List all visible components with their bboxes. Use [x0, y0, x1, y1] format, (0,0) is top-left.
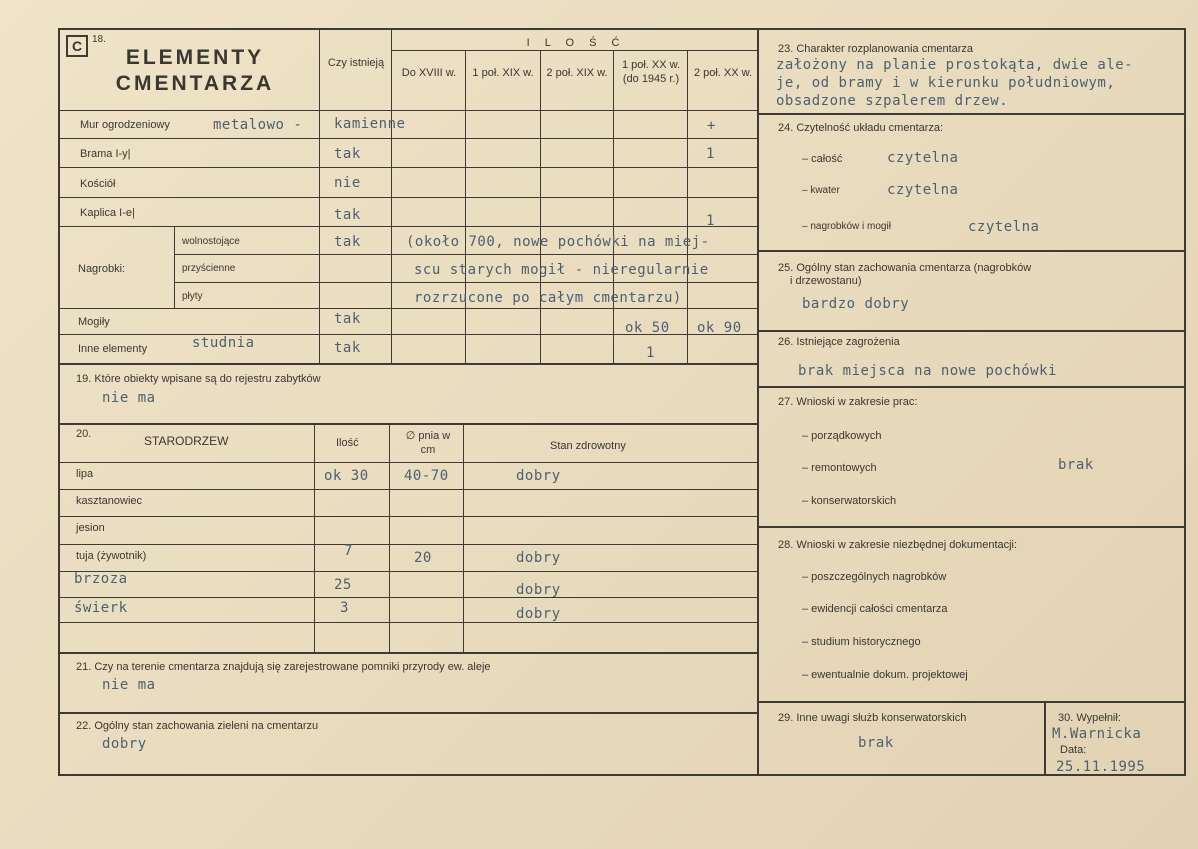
wall-material: metalowo - [213, 117, 303, 133]
q27-item-2: – remontowych [802, 462, 877, 474]
tree-name-swierk: świerk [74, 600, 128, 616]
q28-label: 28. Wnioski w zakresie niezbędnej dokumentacji: [778, 539, 1018, 551]
q21-label: 21. Czy na terenie cmentarza znajdują się zarejestrowane pomniki przyrody ew. aleje [76, 661, 491, 673]
section-number: 18. [92, 34, 106, 45]
q24-calosc-value: czytelna [887, 150, 959, 166]
q28-item-4: – ewentualnie dokum. projektowej [802, 669, 968, 681]
period-header-1: Do XVIII w. [401, 67, 457, 79]
row-label-church: Kościół [80, 178, 116, 190]
graves-1pol-xx: ok 50 [625, 320, 670, 336]
section-letter-box: C [66, 35, 88, 57]
q24-kwater-value: czytelna [887, 182, 959, 198]
q24-calosc: – całość [802, 153, 843, 165]
q27-label: 27. Wnioski w zakresie prac: [778, 396, 918, 408]
q26-answer: brak miejsca na nowe pochówki [798, 363, 1057, 379]
row-label-other: Inne elementy [78, 343, 148, 355]
quantity-header: I L O Ś Ć [526, 37, 626, 49]
q28-item-2: – ewidencji całości cmentarza [802, 603, 948, 615]
q27-item-1: – porządkowych [802, 430, 882, 442]
tree-name-lipa: lipa [76, 468, 94, 480]
count-header: Ilość [336, 437, 359, 449]
old-trees-header: STARODRZEW [144, 434, 229, 448]
tree-name-tuja: tuja (żywotnik) [76, 550, 147, 562]
q26-label: 26. Istniejące zagrożenia [778, 336, 900, 348]
q23-answer-1: założony na planie prostokąta, dwie ale- [776, 57, 1134, 73]
q30-date: 25.11.1995 [1056, 759, 1146, 775]
q28-item-1: – poszczególnych nagrobków [802, 571, 947, 583]
tree-diameter-tuja: 20 [414, 550, 432, 566]
tree-diameter-lipa: 40-70 [404, 468, 449, 484]
gate-2pol-xx: 1 [706, 146, 715, 162]
tombstones-freestanding: wolnostojące [182, 236, 240, 247]
q30-label: 30. Wypełnił: [1058, 712, 1121, 724]
chapel-exists: tak [334, 207, 361, 223]
row-label-wall: Mur ogrodzeniowy [80, 119, 170, 131]
q29-label: 29. Inne uwagi służb konserwatorskich [778, 712, 967, 724]
q27-item-3: – konserwatorskich [802, 495, 897, 507]
tree-count-tuja: 7 [344, 543, 353, 559]
tombstones-slabs: płyty [182, 291, 203, 302]
tree-name-brzoza: brzoza [74, 571, 128, 587]
q19-answer: nie ma [102, 390, 156, 406]
graves-exists: tak [334, 311, 361, 327]
tombstones-note-3: rozrzucone po całym cmentarzu) [414, 290, 682, 306]
q28-item-3: – studium historycznego [802, 636, 921, 648]
q25-label-1: 25. Ogólny stan zachowania cmentarza (nagrobków [778, 262, 1032, 274]
exists-header: Czy istnieją [327, 57, 385, 69]
period-header-3: 2 poł. XIX w. [546, 67, 608, 79]
tree-health-lipa: dobry [516, 468, 561, 484]
tree-name-jesion: jesion [76, 522, 105, 534]
other-exists: tak [334, 340, 361, 356]
period-header-2: 1 poł. XIX w. [472, 67, 534, 79]
q22-label: 22. Ogólny stan zachowania zieleni na cmentarzu [76, 720, 319, 732]
q21-answer: nie ma [102, 677, 156, 693]
q20-number: 20. [76, 428, 92, 440]
gate-exists: tak [334, 146, 361, 162]
row-label-gate: Brama I-y| [80, 148, 131, 160]
q24-nagrobkow-value: czytelna [968, 219, 1040, 235]
elements-title-line1: ELEMENTY [125, 46, 265, 69]
tree-health-brzoza: dobry [516, 582, 561, 598]
tree-count-swierk: 3 [340, 600, 349, 616]
q22-answer: dobry [102, 736, 147, 752]
diameter-header: ∅ pnia w cm [405, 430, 451, 456]
q29-answer: brak [858, 735, 894, 751]
q30-date-label: Data: [1060, 744, 1087, 756]
chapel-2pol-xx: 1 [706, 213, 715, 229]
q25-label-2: i drzewostanu) [790, 275, 862, 287]
q24-kwater: – kwater [802, 185, 840, 196]
q30-filled-by: M.Warnicka [1052, 726, 1142, 742]
q27-answer: brak [1058, 457, 1094, 473]
tree-name-kasztanowiec: kasztanowiec [76, 495, 143, 507]
health-header: Stan zdrowotny [550, 440, 626, 452]
period-header-4: 1 poł. XX w. (do 1945 r.) [621, 59, 681, 85]
tree-health-swierk: dobry [516, 606, 561, 622]
tree-count-brzoza: 25 [334, 577, 352, 593]
q23-answer-3: obsadzone szpalerem drzew. [776, 93, 1009, 109]
q24-nagrobkow: – nagrobków i mogił [802, 221, 891, 232]
row-label-tombstones: Nagrobki: [78, 263, 126, 275]
graves-2pol-xx: ok 90 [697, 320, 742, 336]
q23-answer-2: je, od bramy i w kierunku południowym, [776, 75, 1116, 91]
q25-answer: bardzo dobry [802, 296, 910, 312]
church-exists: nie [334, 175, 361, 191]
q24-label: 24. Czytelność układu cmentarza: [778, 122, 944, 134]
period-header-5: 2 poł. XX w. [693, 67, 753, 79]
tombstones-exists: tak [334, 234, 361, 250]
wall-exists: kamienne [334, 116, 406, 132]
tombstones-note-1: (około 700, nowe pochówki na miej- [406, 234, 710, 250]
row-label-graves: Mogiły [78, 316, 110, 328]
q23-label: 23. Charakter rozplanowania cmentarza [778, 43, 974, 55]
q19-label: 19. Które obiekty wpisane są do rejestru zabytków [76, 373, 321, 385]
tombstones-wall: przyścienne [182, 263, 236, 274]
wall-2pol-xx: + [707, 118, 716, 134]
other-1pol-xx: 1 [646, 345, 655, 361]
tombstones-note-2: scu starych mogił - nieregularnie [414, 262, 709, 278]
row-label-chapel: Kaplica I-e| [80, 207, 135, 219]
tree-health-tuja: dobry [516, 550, 561, 566]
tree-count-lipa: ok 30 [324, 468, 369, 484]
other-name: studnia [192, 335, 255, 351]
elements-title-line2: CMENTARZA [115, 72, 275, 95]
